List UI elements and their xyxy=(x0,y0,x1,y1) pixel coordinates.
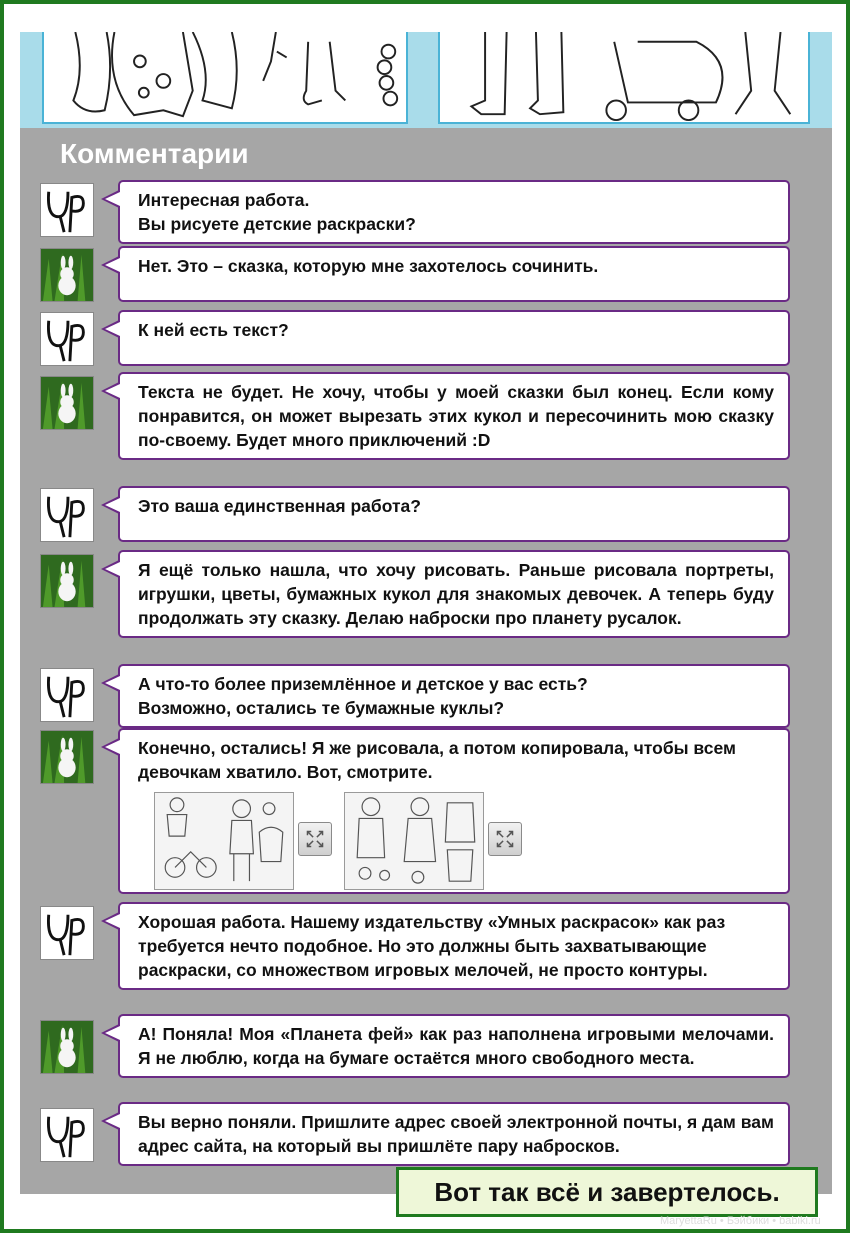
ur-monogram-icon xyxy=(40,668,94,722)
comment-bubble xyxy=(118,728,790,894)
comment-text-line: Нет. Это – сказка, которую мне захотелось сочинить. xyxy=(138,256,599,276)
ur-monogram-icon xyxy=(40,183,94,237)
bunny-in-grass-icon xyxy=(40,730,94,784)
comment-text-line: К ней есть текст? xyxy=(138,320,289,340)
comment-bubble xyxy=(118,1014,790,1078)
doll-clothes-illustration xyxy=(42,32,408,124)
illustration-banner xyxy=(20,32,832,128)
comment-bubble xyxy=(118,372,790,460)
comment-bubble xyxy=(118,664,790,728)
comment-bubble xyxy=(118,246,790,302)
attachment-thumbnails xyxy=(138,792,774,894)
boots-stroller-illustration xyxy=(438,32,810,124)
bunny-in-grass-icon xyxy=(40,376,94,430)
comment-text-line: Интересная работа. xyxy=(138,190,310,210)
ur-monogram-icon xyxy=(40,906,94,960)
bunny-in-grass-icon xyxy=(40,248,94,302)
ur-monogram-icon xyxy=(40,488,94,542)
comment-text-line: А! Поняла! Моя «Планета фей» как раз наполнена игровыми мелочами. Я не люблю, когда на бумаге остаётся много свободного места. xyxy=(138,1024,774,1068)
comment-bubble xyxy=(118,1102,790,1166)
ur-monogram-icon xyxy=(40,312,94,366)
comment-bubble xyxy=(118,180,790,244)
expand-arrows-icon[interactable] xyxy=(298,822,332,856)
comment-text-line: Хорошая работа. Нашему издательству «Умных раскрасок» как раз требуется нечто подобное. Но это должны быть захватывающие раскраски, со множеством игровых мелочей, не просто контуры. xyxy=(138,912,726,980)
comment-text-line: Я ещё только нашла, что хочу рисовать. Раньше рисовала портреты, игрушки, цветы, бумажных кукол для знакомых девочек. А теперь буду продолжать эту сказку. Делаю наброски про планету русалок. xyxy=(138,560,774,628)
ur-monogram-icon xyxy=(40,1108,94,1162)
bunny-in-grass-icon xyxy=(40,554,94,608)
comment-text-line: Текста не будет. Не хочу, чтобы у моей сказки был конец. Если кому понравится, он может вырезать этих кукол и пересочинить мою сказку по-своему. Будет много приключений :D xyxy=(138,382,774,450)
comment-text-line: А что-то более приземлённое и детское у вас есть? xyxy=(138,674,588,694)
paper-doll-clothes-thumbnail[interactable] xyxy=(344,792,484,890)
comment-text-line: Вы верно поняли. Пришлите адрес своей электронной почты, я дам вам адрес сайта, на который вы пришлёте пару набросков. xyxy=(138,1112,774,1156)
section-title: Комментарии xyxy=(60,138,249,169)
comment-text-line: Это ваша единственная работа? xyxy=(138,496,421,516)
comment-text-line: Конечно, остались! Я же рисовала, а потом копировала, чтобы всем девочкам хватило. Вот, смотрите. xyxy=(138,738,736,782)
comments-panel xyxy=(20,128,832,1194)
expand-arrows-icon[interactable] xyxy=(488,822,522,856)
conclusion-callout: Вот так всё и завертелось. xyxy=(396,1167,818,1217)
comment-bubble xyxy=(118,550,790,638)
comment-bubble xyxy=(118,310,790,366)
paper-doll-thumbnail[interactable] xyxy=(154,792,294,890)
comment-bubble xyxy=(118,902,790,990)
watermark: MaryettaRu • Бэйбики • babiki.ru xyxy=(660,1215,821,1227)
bunny-in-grass-icon xyxy=(40,1020,94,1074)
comment-bubble xyxy=(118,486,790,542)
comment-text-line: Вы рисуете детские раскраски? xyxy=(138,214,416,234)
comment-text-line: Возможно, остались те бумажные куклы? xyxy=(138,698,505,718)
